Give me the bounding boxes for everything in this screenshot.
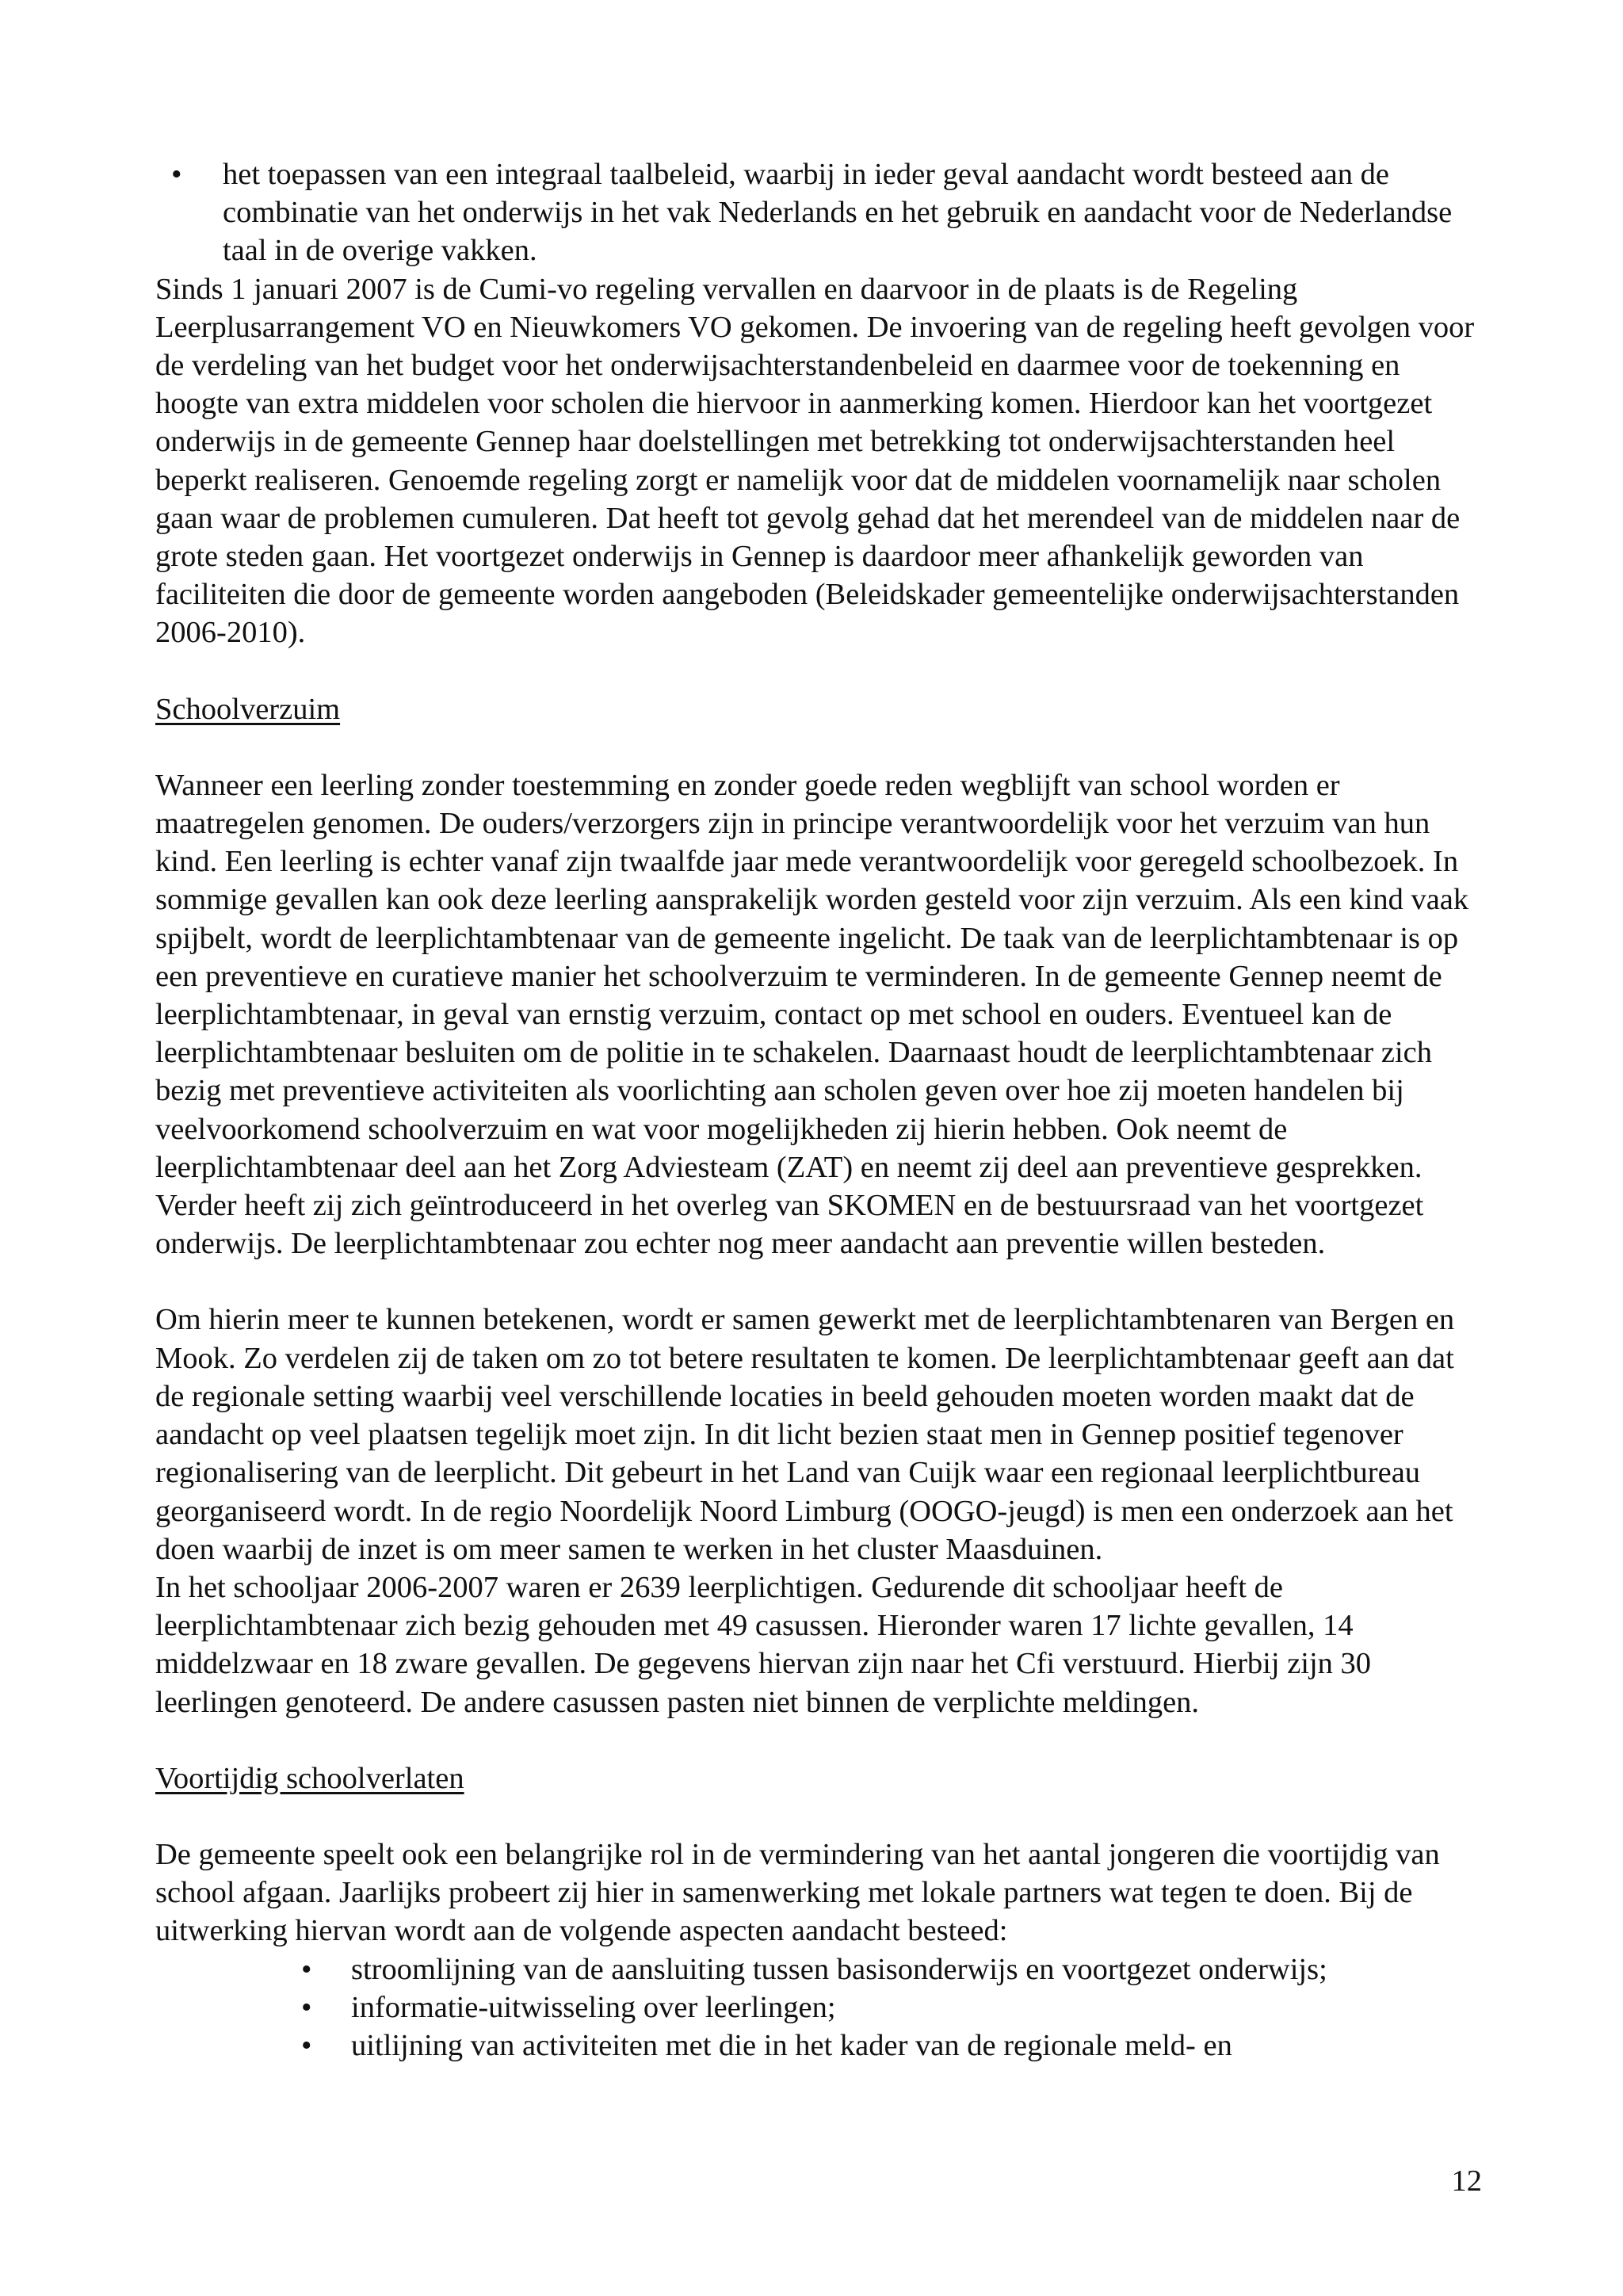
paragraph-verzuim-1: Wanneer een leerling zonder toestemming en zonder goede reden wegblijft van school worden er maatregelen genomen. De ouders/verzorgers zijn in principe verantwoordelijk voor het verzuim van hun kind. Een leerling is echter vanaf zijn twaalfde jaar mede verantwoordelijk voor geregeld schoolbezoek. In sommige gevallen kan ook deze leerling aansprakelijk worden gesteld voor zijn verzuim. Als een kind vaak spijbelt, wordt de leerplichtambtenaar van de gemeente ingelicht. De taak van de leerplichtambtenaar is op een preventieve en curatieve manier het schoolverzuim te verminderen. In de gemeente Gennep neemt de leerplichtambtenaar, in geval van ernstig verzuim, contact op met school en ouders. Eventueel kan de leerplichtambtenaar besluiten om de politie in te schakelen. Daarnaast houdt de leerplichtambtenaar zich bezig met preventieve activiteiten als voorlichting aan scholen geven over hoe zij moeten handelen bij veelvoorkomend schoolverzuim en wat voor mogelijkheden zij hierin hebben. Ook neemt de leerplichtambtenaar deel aan het Zorg Adviesteam (ZAT) en neemt zij deel aan preventieve gesprekken. Verder heeft zij zich geïntroduceerd in het overleg van SKOMEN en de bestuursraad van het voortgezet onderwijs. De leerplichtambtenaar zou echter nog meer aandacht aan preventie willen besteden. bbox=[155, 768, 1469, 1261]
list-item-text: informatie-uitwisseling over leerlingen; bbox=[351, 1990, 836, 2024]
bullet-icon: • bbox=[301, 2028, 312, 2062]
list-item bbox=[155, 155, 1487, 270]
intro-bullet-list bbox=[155, 155, 1487, 270]
aspects-bullet-list bbox=[155, 1950, 1487, 2065]
paragraph-voortijdig: De gemeente speelt ook een belangrijke rol in de vermindering van het aantal jongeren die voortijdig van school afgaan. Jaarlijks probeert zij hier in samenwerking met lokale partners wat tegen te doen. Bij de uitwerking hiervan wordt aan de volgende aspecten aandacht besteed: bbox=[155, 1837, 1440, 1948]
list-item-text: stroomlijning van de aansluiting tussen basisonderwijs en voortgezet onderwijs; bbox=[351, 1952, 1327, 1986]
paragraph-regeling: Sinds 1 januari 2007 is de Cumi-vo regeling vervallen en daarvoor in de plaats is de Regeling Leerplusarrangement VO en Nieuwkomers VO gekomen. De invoering van de regeling heeft gevolgen voor de verdeling van het budget voor het onderwijsachterstandenbeleid en daarmee voor de toekenning en hoogte van extra middelen voor scholen die hiervoor in aanmerking komen. Hierdoor kan het voortgezet onderwijs in de gemeente Gennep haar doelstellingen met betrekking tot onderwijsachterstanden heel beperkt realiseren. Genoemde regeling zorgt er namelijk voor dat de middelen voornamelijk naar scholen gaan waar de problemen cumuleren. Dat heeft tot gevolg gehad dat het merendeel van de middelen naar de grote steden gaan. Het voortgezet onderwijs in Gennep is daardoor meer afhankelijk geworden van faciliteiten die door de gemeente worden aangeboden (Beleidskader gemeentelijke onderwijsachterstanden 2006-2010). bbox=[155, 272, 1475, 650]
heading-voortijdig-schoolverlaten: Voortijdig schoolverlaten bbox=[155, 1761, 464, 1795]
bullet-icon: • bbox=[171, 158, 182, 191]
bullet-icon: • bbox=[301, 1952, 312, 1986]
list-item bbox=[155, 1950, 1487, 1988]
paragraph-verzuim-2: Om hierin meer te kunnen betekenen, wordt er samen gewerkt met de leerplichtambtenaren van Bergen en Mook. Zo verdelen zij de taken om zo tot betere resultaten te komen. De leerplichtambtenaar geeft aan dat de regionale setting waarbij veel verschillende locaties in beeld gehouden moeten worden maakt dat de aandacht op veel plaatsen tegelijk moet zijn. In dit licht bezien staat men in Gennep positief tegenover regionalisering van de leerplicht. Dit gebeurt in het Land van Cuijk waar een regionaal leerplichtbureau georganiseerd wordt. In de regio Noordelijk Noord Limburg (OOGO-jeugd) is men een onderzoek aan het doen waarbij de inzet is om meer samen te werken in het cluster Maasduinen. bbox=[155, 1303, 1455, 1566]
bullet-icon: • bbox=[301, 1990, 312, 2024]
list-item-text: uitlijning van activiteiten met die in het kader van de regionale meld- en bbox=[351, 2028, 1232, 2062]
paragraph-verzuim-3: In het schooljaar 2006-2007 waren er 2639 leerplichtigen. Gedurende dit schooljaar heeft de leerplichtambtenaar zich bezig gehouden met 49 casussen. Hieronder waren 17 lichte gevallen, 14 middelzwaar en 18 zware gevallen. De gegevens hiervan zijn naar het Cfi verstuurd. Hierbij zijn 30 leerlingen genoteerd. De andere casussen pasten niet binnen de verplichte meldingen. bbox=[155, 1570, 1372, 1719]
list-item bbox=[155, 2027, 1487, 2065]
list-item-text: het toepassen van een integraal taalbeleid, waarbij in ieder geval aandacht wordt besteed aan de combinatie van het onderwijs in het vak Nederlands en het gebruik en aandacht voor de Nederlandse taal in de overige vakken. bbox=[223, 158, 1453, 268]
list-item bbox=[155, 1988, 1487, 2027]
document-page bbox=[155, 155, 1487, 2065]
heading-schoolverzuim: Schoolverzuim bbox=[155, 692, 341, 726]
page-number: 12 bbox=[1451, 2164, 1482, 2198]
